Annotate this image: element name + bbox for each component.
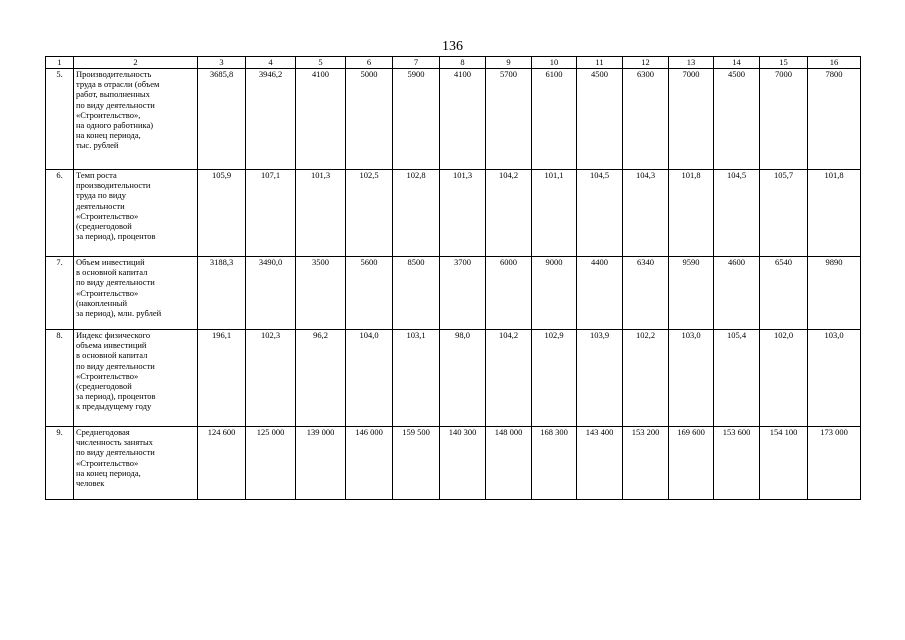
- row-label-line: труда в отрасли (объем: [76, 79, 160, 90]
- cell-value: 5600: [346, 257, 393, 330]
- row-label-line: объема инвестиций: [76, 340, 147, 351]
- row-number: 6.: [46, 170, 74, 257]
- row-number: 5.: [46, 69, 74, 170]
- cell-value: 104,3: [623, 170, 669, 257]
- row-label-line: «Строительство»: [76, 370, 139, 381]
- row-label-line: Среднегодовая: [76, 427, 130, 437]
- cell-value: 5000: [346, 69, 393, 170]
- data-table: [45, 56, 861, 500]
- column-header: 14: [714, 57, 760, 69]
- row-label: [74, 170, 198, 257]
- column-header: 12: [623, 57, 669, 69]
- row-label-line: деятельности: [76, 200, 125, 211]
- row-label-line: производительности: [76, 180, 151, 191]
- cell-value: 101,3: [440, 170, 486, 257]
- cell-value: 102,3: [246, 330, 296, 427]
- cell-value: 101,3: [296, 170, 346, 257]
- cell-value: 3700: [440, 257, 486, 330]
- cell-value: 98,0: [440, 330, 486, 427]
- row-number: 7.: [46, 257, 74, 330]
- cell-value: 102,9: [532, 330, 577, 427]
- cell-value: 101,8: [669, 170, 714, 257]
- table-row: [46, 427, 861, 500]
- cell-value: 7000: [669, 69, 714, 170]
- row-label-line: человек: [76, 478, 105, 489]
- cell-value: 4100: [440, 69, 486, 170]
- cell-value: 6340: [623, 257, 669, 330]
- row-label-line: за период), процентов: [76, 391, 156, 402]
- row-label-line: труда по виду: [76, 190, 126, 201]
- cell-value: 9590: [669, 257, 714, 330]
- cell-value: 104,5: [714, 170, 760, 257]
- row-label-line: «Строительство»: [76, 457, 139, 468]
- cell-value: 6540: [760, 257, 808, 330]
- cell-value: 3188,3: [198, 257, 246, 330]
- column-header: 11: [577, 57, 623, 69]
- cell-value: 101,8: [808, 170, 861, 257]
- cell-value: 154 100: [760, 427, 808, 500]
- cell-value: 4500: [714, 69, 760, 170]
- table-row: [46, 257, 861, 330]
- row-label-line: «Строительство»,: [76, 109, 141, 120]
- cell-value: 101,1: [532, 170, 577, 257]
- row-label-line: Объем инвестиций: [76, 257, 145, 267]
- cell-value: 3490,0: [246, 257, 296, 330]
- cell-value: 9000: [532, 257, 577, 330]
- cell-value: 107,1: [246, 170, 296, 257]
- row-label-line: к предыдущему году: [76, 401, 152, 412]
- cell-value: 102,8: [393, 170, 440, 257]
- row-label-line: на одного работника): [76, 120, 154, 131]
- column-header: 8: [440, 57, 486, 69]
- cell-value: 173 000: [808, 427, 861, 500]
- cell-value: 153 600: [714, 427, 760, 500]
- cell-value: 104,0: [346, 330, 393, 427]
- row-label-line: (среднегодовой: [76, 221, 132, 232]
- column-header: 6: [346, 57, 393, 69]
- cell-value: 6300: [623, 69, 669, 170]
- table-row: [46, 69, 861, 170]
- cell-value: 4500: [577, 69, 623, 170]
- row-label-line: работ, выполненных: [76, 89, 150, 100]
- cell-value: 105,7: [760, 170, 808, 257]
- cell-value: 104,2: [486, 170, 532, 257]
- table-row: [46, 170, 861, 257]
- cell-value: 3500: [296, 257, 346, 330]
- row-label-line: Темп роста: [76, 170, 117, 180]
- cell-value: 168 300: [532, 427, 577, 500]
- column-header: 10: [532, 57, 577, 69]
- column-header: 13: [669, 57, 714, 69]
- row-label-line: Индекс физического: [76, 330, 151, 340]
- row-label-line: по виду деятельности: [76, 447, 155, 458]
- cell-value: 139 000: [296, 427, 346, 500]
- cell-value: 102,2: [623, 330, 669, 427]
- cell-value: 146 000: [346, 427, 393, 500]
- cell-value: 7800: [808, 69, 861, 170]
- cell-value: 124 600: [198, 427, 246, 500]
- row-label-line: «Строительство»: [76, 210, 139, 221]
- column-header: 3: [198, 57, 246, 69]
- cell-value: 103,0: [669, 330, 714, 427]
- row-label-line: (накопленный: [76, 297, 128, 308]
- column-header: 2: [74, 57, 198, 69]
- cell-value: 140 300: [440, 427, 486, 500]
- row-label-line: в основной капитал: [76, 350, 148, 361]
- cell-value: 8500: [393, 257, 440, 330]
- cell-value: 125 000: [246, 427, 296, 500]
- cell-value: 7000: [760, 69, 808, 170]
- column-header: 16: [808, 57, 861, 69]
- cell-value: 5700: [486, 69, 532, 170]
- cell-value: 6000: [486, 257, 532, 330]
- row-label-line: за период), процентов: [76, 231, 156, 242]
- column-header: 15: [760, 57, 808, 69]
- cell-value: 3685,8: [198, 69, 246, 170]
- column-header: 1: [46, 57, 74, 69]
- cell-value: 9890: [808, 257, 861, 330]
- row-label-line: за период), млн. рублей: [76, 308, 162, 319]
- cell-value: 143 400: [577, 427, 623, 500]
- cell-value: 169 600: [669, 427, 714, 500]
- cell-value: 5900: [393, 69, 440, 170]
- cell-value: 148 000: [486, 427, 532, 500]
- cell-value: 103,9: [577, 330, 623, 427]
- cell-value: 103,0: [808, 330, 861, 427]
- cell-value: 153 200: [623, 427, 669, 500]
- row-label: [74, 69, 198, 170]
- row-label-line: по виду деятельности: [76, 360, 155, 371]
- cell-value: 3946,2: [246, 69, 296, 170]
- row-label-line: на конец периода,: [76, 467, 141, 478]
- row-label-line: по виду деятельности: [76, 99, 155, 110]
- row-label-line: «Строительство»: [76, 287, 139, 298]
- cell-value: 102,0: [760, 330, 808, 427]
- row-label-line: по виду деятельности: [76, 277, 155, 288]
- cell-value: 104,5: [577, 170, 623, 257]
- cell-value: 96,2: [296, 330, 346, 427]
- row-label-line: тыс. рублей: [76, 140, 119, 151]
- row-label-line: Производительность: [76, 69, 152, 79]
- table-row: [46, 330, 861, 427]
- cell-value: 104,2: [486, 330, 532, 427]
- row-number: 9.: [46, 427, 74, 500]
- row-label-line: в основной капитал: [76, 267, 148, 278]
- cell-value: 105,9: [198, 170, 246, 257]
- row-label: [74, 257, 198, 330]
- column-header: 4: [246, 57, 296, 69]
- cell-value: 4400: [577, 257, 623, 330]
- row-label: [74, 427, 198, 500]
- column-header: 5: [296, 57, 346, 69]
- cell-value: 4600: [714, 257, 760, 330]
- row-label: [74, 330, 198, 427]
- row-label-line: (среднегодовой: [76, 381, 132, 392]
- cell-value: 196,1: [198, 330, 246, 427]
- cell-value: 102,5: [346, 170, 393, 257]
- cell-value: 103,1: [393, 330, 440, 427]
- row-number: 8.: [46, 330, 74, 427]
- row-label-line: численность занятых: [76, 437, 153, 448]
- column-header: 7: [393, 57, 440, 69]
- cell-value: 159 500: [393, 427, 440, 500]
- page-number: 136: [442, 39, 463, 54]
- row-label-line: на конец периода,: [76, 130, 141, 141]
- cell-value: 105,4: [714, 330, 760, 427]
- column-header: 9: [486, 57, 532, 69]
- cell-value: 6100: [532, 69, 577, 170]
- table-header-row: [46, 57, 861, 69]
- cell-value: 4100: [296, 69, 346, 170]
